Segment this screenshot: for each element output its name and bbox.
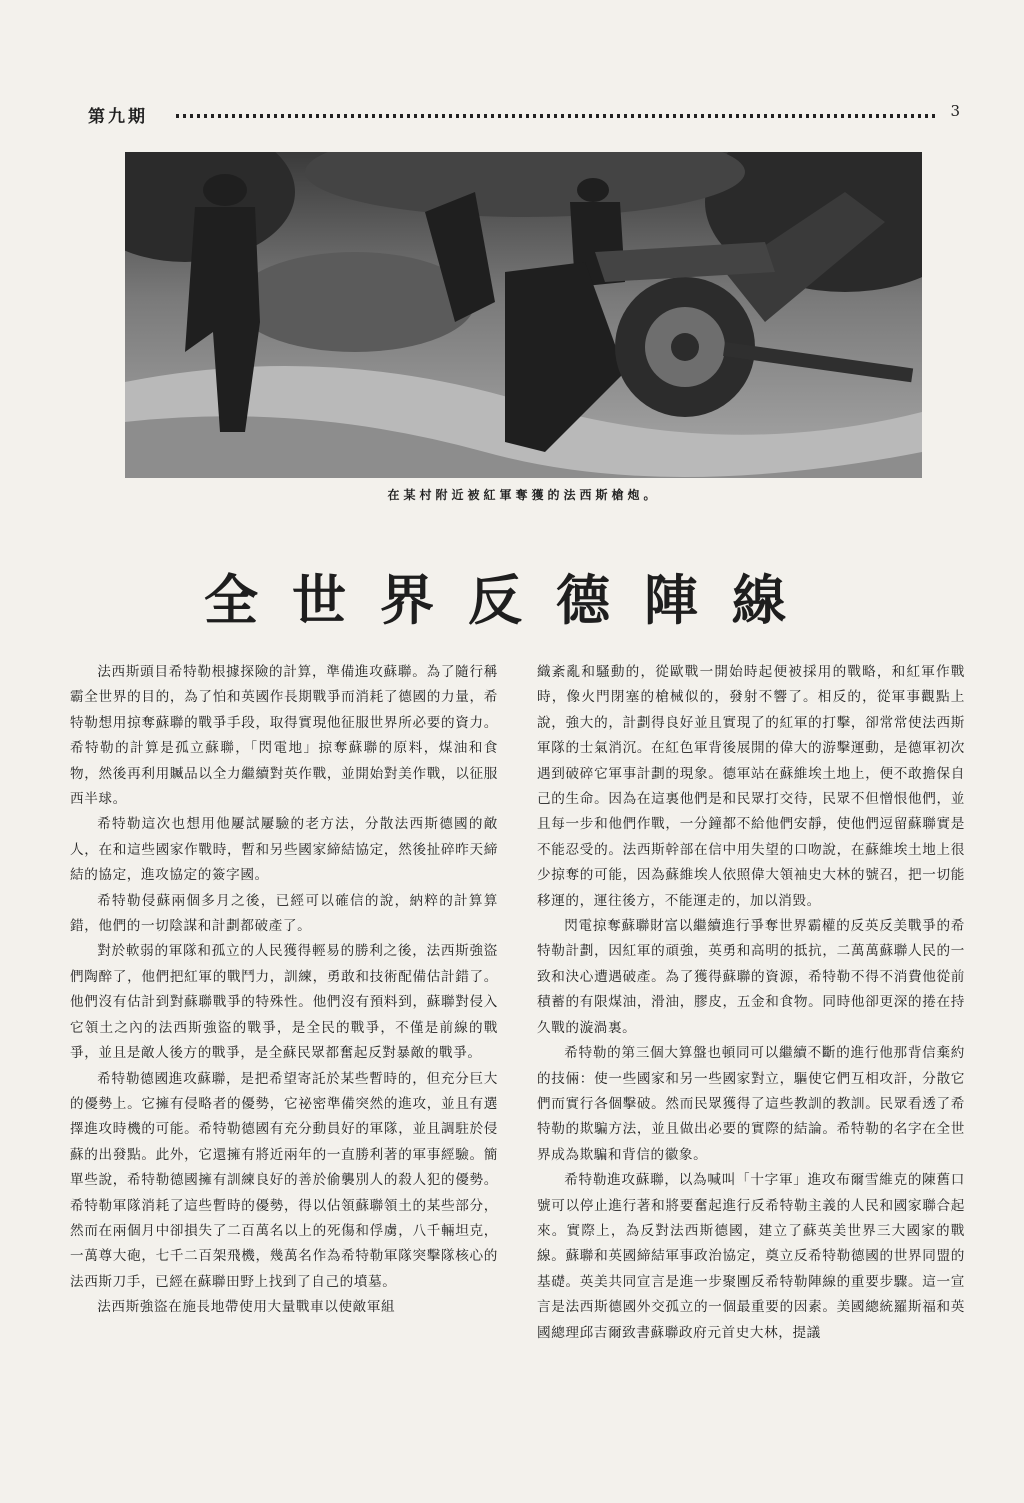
paragraph: 希特勒的第三個大算盤也頓同可以繼續不斷的進行他那背信棄約的技倆：使一些國家和另一些國家對立，驅使它們互相攻訐，分散它們而實行各個擊破。然而民眾獲得了這些教訓的教訓。民眾看透了希特勒的欺騙方法，並且做出必要的實際的結論。希特勒的名字在全世界成為欺騙和背信的徽象。 bbox=[537, 1045, 965, 1163]
issue-label: 第九期 bbox=[88, 107, 148, 127]
page-header bbox=[88, 102, 960, 130]
war-photo bbox=[125, 152, 922, 478]
paragraph: 對於軟弱的軍隊和孤立的人民獲得輕易的勝利之後，法西斯強盜們陶醉了，他們把紅軍的戰鬥力，訓練，勇敢和技術配備估計錯了。他們沒有估計到對蘇聯戰爭的特殊性。他們沒有預料到，蘇聯對侵入它領土之內的法西斯強盜的戰爭，是全民的戰爭，不僅是前線的戰爭，並且是敵人後方的戰爭，是全蘇民眾都奮起反對暴敵的戰爭。 bbox=[70, 943, 498, 1062]
right-column bbox=[537, 660, 965, 1460]
paragraph: 法西斯頭目希特勒根據探險的計算，準備進攻蘇聯。為了隨行稱霸全世界的目的，為了怕和英國作長期戰爭而消耗了德國的力量，希特勒想用掠奪蘇聯的戰爭手段，取得實現他征服世界所必要的資力。希特勒的計算是孤立蘇聯，「閃電地」掠奪蘇聯的原料，煤油和食物，然後再利用贓品以全力繼續對英作戰，並開始對美作戰，以征服西半球。 bbox=[70, 664, 498, 808]
paragraph: 閃電掠奪蘇聯財富以繼續進行爭奪世界霸權的反英反美戰爭的希特勒計劃，因紅軍的頑強，英勇和高明的抵抗，二萬萬蘇聯人民的一致和決心遭遇破產。為了獲得蘇聯的資源，希特勒不得不消費他從前積蓄的有限煤油，滑油，膠皮，五金和食物。同時他卻更深的捲在持久戰的漩渦裏。 bbox=[537, 918, 965, 1036]
photo-illustration bbox=[125, 152, 922, 478]
paragraph: 希特勒德國進攻蘇聯，是把希望寄託於某些暫時的，但充分巨大的優勢上。它擁有侵略者的優勢，它祕密準備突然的進攻，並且有選擇進攻時機的可能。希特勒德國有充分動員好的軍隊，並且調駐於侵蘇的出發點。此外，它還擁有將近兩年的一直勝利著的軍事經驗。簡單些說，希特勒德國擁有訓練良好的善於偷襲別人的殺人犯的優勢。希特勒軍隊消耗了這些暫時的優勢，得以佔領蘇聯領土的某些部分，然而在兩個月中卻損失了二百萬名以上的死傷和俘虜，八千輛坦克，一萬尊大砲，七千二百架飛機，幾萬名作為希特勒軍隊突擊隊核心的法西斯刀手，已經在蘇聯田野上找到了自己的墳墓。 bbox=[70, 1070, 498, 1290]
photo-caption: 在某村附近被紅軍奪獲的法西斯槍炮。 bbox=[387, 488, 660, 502]
page-number: 3 bbox=[950, 102, 960, 120]
paragraph: 希特勒侵蘇兩個多月之後，已經可以確信的說，納粹的計算算錯，他們的一切陰謀和計劃都破產了。 bbox=[70, 892, 498, 935]
header-rule bbox=[176, 114, 936, 118]
paragraph: 織紊亂和騷動的，從歐戰一開始時起便被採用的戰略，和紅軍作戰時，像火門閉塞的槍械似的，發射不響了。相反的，從軍事觀點上說，強大的，計劃得良好並且實現了的紅軍的打擊，卻常常使法西斯軍隊的士氣消沉。在紅色軍背後展開的偉大的游擊運動，是德軍初次遇到破碎它軍事計劃的現象。德軍站在蘇維埃土地上，便不敢擔保自己的生命。因為在這裏他們是和民眾打交待，民眾不但憎恨他們，並且每一步和他們作戰，一分鐘都不給他們安靜，使他們逗留蘇聯實是不能忍受的。法西斯幹部在信中用失望的口吻說，在蘇維埃土地上很少掠奪的可能，因為蘇維埃人依照偉大領袖史大林的號召，把一切能移運的，運往後方，不能運走的，加以消毀。 bbox=[537, 664, 965, 909]
paragraph: 希特勒這次也想用他屢試屢驗的老方法，分散法西斯德國的敵人，在和這些國家作戰時，暫和另些國家締結協定，然後扯碎昨天締結的協定，進攻協定的簽字國。 bbox=[70, 816, 498, 884]
left-column bbox=[70, 660, 498, 1460]
article-title: 全世界反德陣線 bbox=[204, 569, 820, 632]
paragraph: 法西斯強盜在施長地帶使用大量戰車以使敵軍組 bbox=[97, 1299, 396, 1316]
paragraph: 希特勒進攻蘇聯，以為喊叫「十字軍」進攻布爾雪維克的陳舊口號可以停止進行著和將要奮起進行反希特勒主義的人民和國家聯合起來。實際上，為反對法西斯德國，建立了蘇英美世界三大國家的戰線。蘇聯和英國締結軍事政治協定，奠立反希特勒德國的世界同盟的基礎。英美共同宣言是進一步聚團反希特勒陣線的重要步驟。這一宣言是法西斯德國外交孤立的一個最重要的因素。美國總統羅斯福和英國總理邱吉爾致書蘇聯政府元首史大林，提議 bbox=[537, 1172, 965, 1341]
